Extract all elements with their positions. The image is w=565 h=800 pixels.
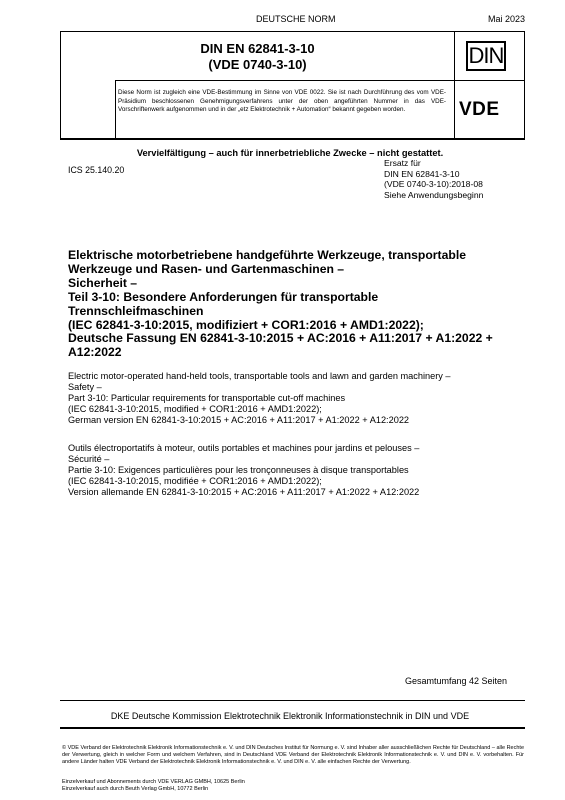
reproduction-notice: Vervielfältigung – auch für innerbetriebliche Zwecke – nicht gestattet.	[136, 148, 444, 158]
title-en-line: Part 3-10: Particular requirements for transportable cut-off machines	[68, 393, 346, 403]
title-en-line: German version EN 62841-3-10:2015 + AC:2016 + A11:2017 + A1:2022 + A12:2022	[68, 415, 410, 425]
standard-number: DIN EN 62841-3-10	[200, 41, 315, 56]
vde-notice: Diese Norm ist zugleich eine VDE-Bestimmung im Sinne von VDE 0022. Sie ist nach Durchführung des vom VDE-Präsidium beschlossenen Genehmigungsverfahrens unter der oben angeführten Nummer in das VDE-Vorschriftenwerk aufgenommen und in der „etz Elektrotechnik + Automation“ bekannt gegeben worden.	[118, 89, 446, 114]
sales-beuth: Einzelverkauf auch durch Beuth Verlag GmbH, 10772 Berlin	[62, 786, 209, 792]
title-de-line: (IEC 62841-3-10:2015, modifiziert + COR1:2016 + AMD1:2022);	[68, 317, 424, 332]
title-de-line: Werkzeuge und Rasen- und Gartenmaschinen –	[68, 261, 345, 276]
vde-logo: VDE	[459, 99, 500, 120]
title-en-line: (IEC 62841-3-10:2015, modified + COR1:2016 + AMD1:2022);	[68, 404, 322, 414]
title-en-line: Safety –	[68, 382, 102, 392]
dke-top-rule	[60, 700, 525, 701]
title-french	[68, 443, 523, 498]
title-fr-line: Sécurité –	[68, 454, 110, 464]
replaces-label: Ersatz für	[384, 158, 421, 168]
title-german	[68, 249, 523, 360]
dke-line: DKE Deutsche Kommission Elektrotechnik Elektronik Informationstechnik in DIN und VDE	[110, 711, 470, 721]
title-de-line: A12:2022	[68, 345, 122, 360]
dke-bottom-rule	[60, 727, 525, 729]
frame-bottom-rule	[60, 138, 525, 140]
ics-code: ICS 25.140.20	[68, 165, 125, 175]
title-fr-line: Partie 3-10: Exigences particulières pour les tronçonneuses à disque transportables	[68, 465, 409, 475]
publication-date: Mai 2023	[488, 14, 526, 24]
norm-type-label: DEUTSCHE NORM	[256, 14, 336, 24]
sales-vde: Einzelverkauf und Abonnements durch VDE VERLAG GMBH, 10625 Berlin	[62, 779, 245, 785]
copyright-notice: © VDE Verband der Elektrotechnik Elektronik Informationstechnik e. V. und DIN Deutsches Institut für Normung e. V. sind Inhaber aller ausschließlichen Rechte für Deutschland – alle Rechte der Verwertung, gleich in welcher Form und welchem Verfahren, sind in Deutschland VDE Verband der Elektrotechnik Elektronik Informationstechnik e. V. und DIN e. V. vorbehalten. Für andere Länder halten VDE Verband der Elektrotechnik Elektronik Informationstechnik e. V. und DIN e. V. alle einfachen Rechte der Verwertung.	[62, 745, 524, 765]
frame-right-rule	[524, 31, 525, 139]
title-de-line: Deutsche Fassung EN 62841-3-10:2015 + AC:2016 + A11:2017 + A1:2022 +	[68, 331, 493, 346]
title-de-line: Teil 3-10: Besondere Anforderungen für transportable	[68, 289, 379, 304]
notice-top-rule	[115, 80, 525, 81]
title-fr-line: Version allemande EN 62841-3-10:2015 + AC:2016 + A11:2017 + A1:2022 + A12:2022	[68, 487, 420, 497]
replaces-vde: (VDE 0740-3-10):2018-08	[384, 179, 483, 190]
title-fr-line: Outils électroportatifs à moteur, outils portables et machines pour jardins et pelouses –	[68, 443, 420, 453]
title-fr-line: (IEC 62841-3-10:2015, modifiée + COR1:2016 + AMD1:2022);	[68, 476, 322, 486]
notice-left-rule	[115, 80, 116, 139]
header-rule	[60, 31, 525, 32]
title-en-line: Electric motor-operated hand-held tools, transportable tools and lawn and garden machinery –	[68, 371, 451, 381]
replaces-note: Siehe Anwendungsbeginn	[384, 189, 484, 200]
vde-number: (VDE 0740-3-10)	[208, 57, 307, 72]
replaces-standard: DIN EN 62841-3-10	[384, 168, 460, 179]
standard-number-block	[60, 41, 455, 73]
title-english	[68, 371, 523, 426]
title-de-line: Trennschleifmaschinen	[68, 303, 204, 318]
replaces-block	[384, 158, 483, 200]
total-pages: Gesamtumfang 42 Seiten	[405, 676, 508, 686]
title-de-line: Elektrische motorbetriebene handgeführte Werkzeuge, transportable	[68, 248, 466, 262]
title-de-line: Sicherheit –	[68, 275, 138, 290]
din-logo: DIN	[466, 41, 506, 71]
